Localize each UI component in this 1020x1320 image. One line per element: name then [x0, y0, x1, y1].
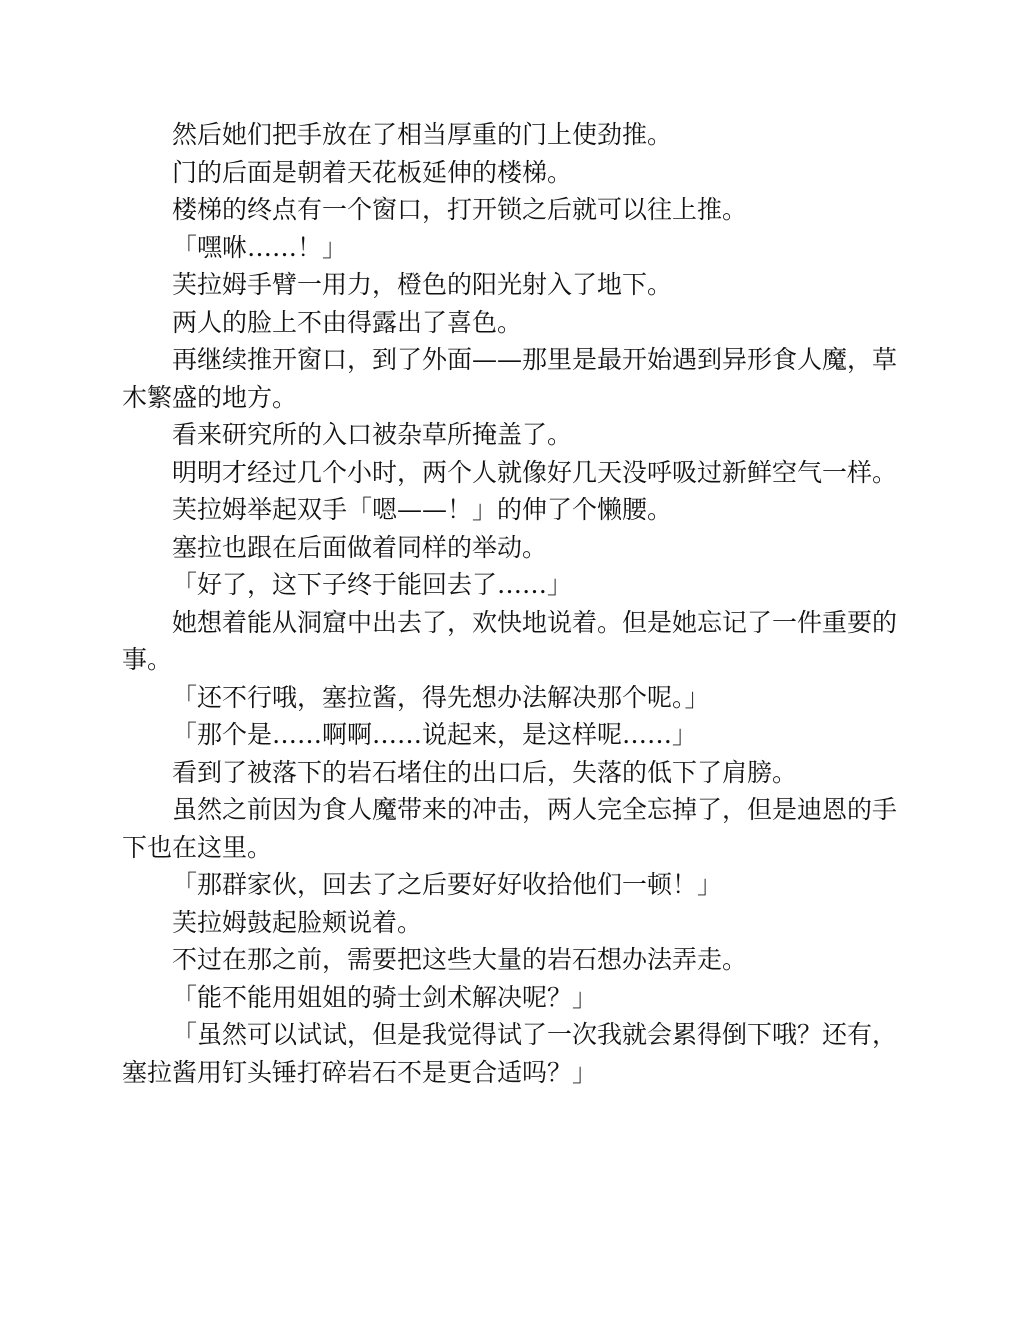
dialogue-paragraph: 「那个是……啊啊……说起来，是这样呢……」 [172, 720, 698, 749]
dialogue-paragraph: 「嘿咻……！」 [172, 232, 348, 262]
paragraph: 楼梯的终点有一个窗口，打开锁之后就可以往上推。 [172, 195, 748, 224]
paragraph: 两人的脸上不由得露出了喜色。 [172, 307, 523, 337]
paragraph: 虽然之前因为食人魔带来的冲击，两人完全忘掉了，但是迪恩的手下也在这里。 [122, 795, 898, 862]
dialogue-paragraph: 「那群家伙，回去了之后要好好收拾他们一顿！」 [172, 870, 723, 899]
paragraph: 不过在那之前，需要把这些大量的岩石想办法弄走。 [172, 945, 748, 974]
paragraph: 芙拉姆举起双手「嗯——！」的伸了个懒腰。 [172, 495, 673, 524]
paragraph: 然后她们把手放在了相当厚重的门上使劲推。 [172, 120, 673, 149]
paragraph: 芙拉姆鼓起脸颊说着。 [172, 907, 423, 937]
paragraph: 塞拉也跟在后面做着同样的举动。 [172, 532, 548, 562]
paragraph: 门的后面是朝着天花板延伸的楼梯。 [172, 157, 573, 187]
dialogue-paragraph: 「能不能用姐姐的骑士剑术解决呢？」 [172, 982, 598, 1012]
paragraph: 看来研究所的入口被杂草所掩盖了。 [172, 420, 573, 449]
paragraph: 看到了被落下的岩石堵住的出口后，失落的低下了肩膀。 [172, 757, 798, 787]
dialogue-paragraph: 「还不行哦，塞拉酱，得先想办法解决那个呢。」 [172, 682, 710, 712]
paragraph: 芙拉姆手臂一用力，橙色的阳光射入了地下。 [172, 270, 673, 299]
body-text [122, 116, 902, 1091]
paragraph: 明明才经过几个小时，两个人就像好几天没呼吸过新鲜空气一样。 [172, 457, 898, 487]
paragraph: 她想着能从洞窟中出去了，欢快地说着。但是她忘记了一件重要的事。 [122, 607, 898, 674]
dialogue-paragraph: 「好了，这下子终于能回去了……」 [172, 570, 573, 599]
paragraph: 再继续推开窗口，到了外面——那里是最开始遇到异形食人魔，草木繁盛的地方。 [122, 345, 898, 412]
dialogue-paragraph: 「虽然可以试试，但是我觉得试了一次我就会累得倒下哦？还有，塞拉酱用钉头锤打碎岩石不是更合适吗？」 [122, 1020, 898, 1087]
